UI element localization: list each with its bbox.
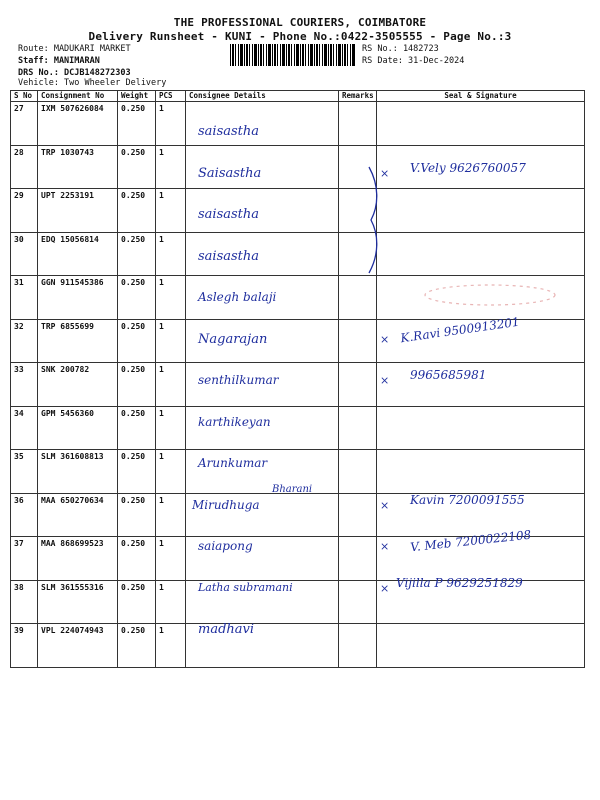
rs-date: RS Date: 31-Dec-2024: [362, 56, 465, 66]
signature-handwriting: 9965685981: [410, 368, 487, 382]
remarks-cell: [339, 450, 377, 494]
sno-cell: 39: [11, 624, 38, 668]
consignment-cell: EDQ 15056814: [38, 232, 118, 276]
remarks-cell: [339, 580, 377, 624]
sno-cell: 35: [11, 450, 38, 494]
weight-cell: 0.250: [118, 319, 156, 363]
rs-number: RS No.: 1482723: [362, 44, 439, 54]
col-seal-signature: Seal & Signature: [377, 91, 585, 102]
route-label: Route: MADUKARI MARKET: [18, 44, 131, 54]
col-weight: Weight: [118, 91, 156, 102]
sno-cell: 27: [11, 102, 38, 146]
sno-cell: 34: [11, 406, 38, 450]
table-row: [11, 363, 585, 407]
col-consignee: Consignee Details: [186, 91, 339, 102]
consignment-cell: TRP 1030743: [38, 145, 118, 189]
consignee-note-handwriting: Bharani: [272, 483, 313, 495]
weight-cell: 0.250: [118, 102, 156, 146]
signature-cell: [377, 624, 585, 668]
consignee-handwriting: Arunkumar: [198, 456, 268, 470]
col-sno: S No: [11, 91, 38, 102]
consignment-cell: GPM 5456360: [38, 406, 118, 450]
signature-cell: [377, 189, 585, 233]
remarks-cell: [339, 319, 377, 363]
consignee-handwriting: saisastha: [198, 207, 260, 222]
consignee-handwriting: senthilkumar: [198, 373, 279, 387]
consignment-cell: MAA 868699523: [38, 537, 118, 581]
consignment-cell: IXM 507626084: [38, 102, 118, 146]
signature-cell: [377, 102, 585, 146]
pcs-cell: 1: [156, 537, 186, 581]
weight-cell: 0.250: [118, 450, 156, 494]
consignee-handwriting: saisastha: [198, 248, 260, 264]
signature-handwriting: Vijilla P 9629251829: [396, 575, 523, 590]
remarks-cell: [339, 406, 377, 450]
signature-cell: [377, 232, 585, 276]
consignee-handwriting: Aslegh balaji: [198, 290, 277, 304]
signature-cell: [377, 450, 585, 494]
weight-cell: 0.250: [118, 624, 156, 668]
drs-label: DRS No.: DCJB148272303: [18, 68, 131, 78]
table-row: [11, 406, 585, 450]
company-title: THE PROFESSIONAL COURIERS, COIMBATORE: [173, 16, 427, 29]
consignee-handwriting: Latha subramani: [198, 580, 293, 594]
pcs-cell: 1: [156, 493, 186, 537]
barcode: [230, 44, 355, 66]
weight-cell: 0.250: [118, 580, 156, 624]
consignee-handwriting: saisastha: [198, 124, 260, 139]
sno-cell: 33: [11, 363, 38, 407]
weight-cell: 0.250: [118, 537, 156, 581]
remarks-cell: [339, 493, 377, 537]
weight-cell: 0.250: [118, 276, 156, 320]
consignment-cell: SNK 200782: [38, 363, 118, 407]
consignee-handwriting: Mirudhuga: [192, 497, 260, 512]
table-row: [11, 102, 585, 146]
remarks-bracket-mark: [365, 165, 383, 275]
signature-handwriting: V. Meb 7200022108: [409, 527, 532, 555]
consignee-handwriting: saiapong: [198, 539, 253, 553]
sno-cell: 38: [11, 580, 38, 624]
sno-cell: 32: [11, 319, 38, 363]
sno-cell: 36: [11, 493, 38, 537]
pcs-cell: 1: [156, 580, 186, 624]
check-x-mark: ×: [380, 581, 390, 595]
pcs-cell: 1: [156, 189, 186, 233]
consignee-handwriting: Nagarajan: [198, 331, 268, 347]
table-row: [11, 189, 585, 233]
signature-handwriting: K.Ravi 9500913201: [399, 314, 521, 345]
signature-handwriting: Kavin 7200091555: [410, 492, 525, 507]
remarks-cell: [339, 102, 377, 146]
remarks-cell: [339, 363, 377, 407]
weight-cell: 0.250: [118, 189, 156, 233]
consignment-cell: MAA 650270634: [38, 493, 118, 537]
consignment-cell: SLM 361555316: [38, 580, 118, 624]
table-header-row: [11, 91, 585, 102]
pcs-cell: 1: [156, 624, 186, 668]
pcs-cell: 1: [156, 102, 186, 146]
pcs-cell: 1: [156, 276, 186, 320]
check-x-mark: ×: [380, 374, 390, 387]
sno-cell: 31: [11, 276, 38, 320]
weight-cell: 0.250: [118, 363, 156, 407]
consignment-cell: UPT 2253191: [38, 189, 118, 233]
signature-cell: [377, 406, 585, 450]
pcs-cell: 1: [156, 145, 186, 189]
sno-cell: 30: [11, 232, 38, 276]
consignment-cell: VPL 224074943: [38, 624, 118, 668]
pcs-cell: 1: [156, 406, 186, 450]
weight-cell: 0.250: [118, 406, 156, 450]
col-consignment: Consignment No: [38, 91, 118, 102]
check-x-mark: ×: [380, 166, 390, 180]
runsheet-subtitle: Delivery Runsheet - KUNI - Phone No.:0422-3505555 - Page No.:3: [88, 30, 512, 43]
signature-handwriting: V.Vely 9626760057: [410, 160, 526, 175]
staff-label: Staff: MANIMARAN: [18, 56, 100, 66]
col-pcs: PCS: [156, 91, 186, 102]
consignee-handwriting: madhavi: [198, 622, 255, 637]
table-row: [11, 232, 585, 276]
consignee-handwriting: Saisastha: [198, 165, 262, 181]
pcs-cell: 1: [156, 319, 186, 363]
consignment-cell: GGN 911545386: [38, 276, 118, 320]
pcs-cell: 1: [156, 232, 186, 276]
weight-cell: 0.250: [118, 145, 156, 189]
pcs-cell: 1: [156, 450, 186, 494]
table-row: [11, 624, 585, 668]
weight-cell: 0.250: [118, 493, 156, 537]
remarks-cell: [339, 537, 377, 581]
weight-cell: 0.250: [118, 232, 156, 276]
sno-cell: 29: [11, 189, 38, 233]
consignee-handwriting: karthikeyan: [198, 414, 271, 429]
remarks-cell: [339, 624, 377, 668]
sno-cell: 37: [11, 537, 38, 581]
col-remarks: Remarks: [339, 91, 377, 102]
sno-cell: 28: [11, 145, 38, 189]
check-x-mark: ×: [380, 498, 390, 512]
remarks-cell: [339, 276, 377, 320]
faded-stamp: [420, 282, 560, 308]
consignment-cell: TRP 6855699: [38, 319, 118, 363]
check-x-mark: ×: [380, 540, 390, 553]
check-x-mark: ×: [380, 332, 390, 346]
pcs-cell: 1: [156, 363, 186, 407]
consignment-cell: SLM 361608813: [38, 450, 118, 494]
vehicle-label: Vehicle: Two Wheeler Delivery: [18, 78, 167, 88]
